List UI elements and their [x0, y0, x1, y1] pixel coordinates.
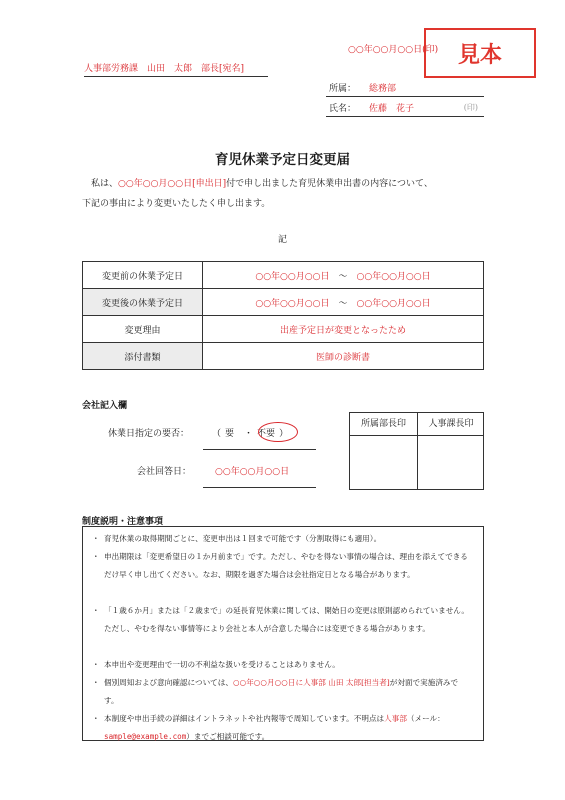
company-section-title: 会社記入欄 [82, 401, 128, 411]
approval-stamp-box [349, 412, 484, 490]
stamp-header: 所属部長印 [350, 413, 417, 436]
date-end: ○○年○○月○○日 [356, 271, 431, 282]
list-item [92, 548, 472, 584]
sample-stamp [424, 28, 536, 78]
row-label: 変更理由 [83, 316, 203, 343]
table-row [83, 343, 484, 370]
bullet: ・ [92, 678, 100, 687]
tilde: ～ [338, 271, 348, 282]
notes-section-title: 制度説明・注意事項 [82, 517, 164, 527]
list-item [92, 602, 472, 638]
note-text-post: （メール： [406, 714, 445, 723]
option-yes: 要 [225, 429, 235, 439]
note-text-pre: 本制度や申出手続の詳細はイントラネットや社内報等で周知しています。不明点は [104, 714, 385, 723]
note-text-post: が対面で実施済みです。 [104, 678, 459, 705]
statement-line-1 [82, 174, 484, 194]
row-label: 変更前の休業予定日 [83, 262, 203, 289]
list-item [92, 530, 472, 548]
date-end: ○○年○○月○○日 [356, 298, 431, 309]
list-item [92, 710, 472, 746]
request-statement [82, 174, 484, 214]
list-item [92, 674, 472, 710]
paren-open: （ [212, 429, 222, 439]
stamp-column-dept-head [350, 413, 417, 489]
row-value: 出産予定日が変更となったため [203, 316, 484, 343]
row-value: 医師の診断書 [203, 343, 484, 370]
note-text: 「１歳６か月」または「２歳まで」の延長育児休業に関しては、開始日の変更は原則認められていません。ただし、やむを得ない事情等により会社と本人が合意した場合には変更できる場合があります。 [104, 606, 469, 633]
selected-option-circle [258, 422, 298, 442]
necessity-underline [203, 449, 316, 450]
note-highlight: ○○年○○月○○日に人事部 山田 太郎[担当者] [232, 678, 390, 687]
department-value: 総務部 [369, 84, 397, 94]
table-row [83, 316, 484, 343]
table-row [83, 289, 484, 316]
note-text: 本申出や変更理由で一切の不利益な扱いを受けることはありません。 [104, 660, 340, 669]
note-text: 申出期限は「変更希望日の１か月前まで」です。ただし、やむを得ない事情の場合は、理由を添えてできるだけ早く申し出てください。なお、期限を過ぎた場合は会社指定日となる場合があります。 [104, 552, 468, 579]
change-details-table [82, 261, 484, 370]
note-highlight: 人事部 [384, 714, 407, 723]
necessity-label: 休業日指定の要否： [108, 429, 190, 439]
request-date-bracket: [申出日] [192, 179, 227, 189]
bullet: ・ [92, 534, 100, 543]
row-label: 変更後の休業予定日 [83, 289, 203, 316]
department-label: 所属： [329, 84, 357, 94]
table-row [83, 262, 484, 289]
contact-email: sample@example.com [104, 732, 187, 741]
note-text [104, 710, 472, 746]
addressee-suffix: [宛名] [219, 64, 245, 74]
row-value [203, 262, 484, 289]
reply-date-value: ○○年○○月○○日 [215, 467, 290, 477]
statement-line-2: 下記の事由により変更いたしたく申し出ます。 [82, 199, 271, 209]
option-separator: ・ [244, 429, 254, 439]
department-row [326, 80, 484, 97]
row-label: 添付書類 [83, 343, 203, 370]
statement-suffix: 付で申し出ました育児休業申出書の内容について、 [226, 179, 433, 189]
request-date: ○○年○○月○○日 [118, 179, 193, 189]
name-row [326, 100, 484, 117]
note-text-pre: 個別周知および意向確認については、 [104, 678, 233, 687]
list-item [92, 656, 472, 674]
reply-date-underline [203, 487, 316, 488]
addressee-name: 人事部労務課 山田 太郎 部長 [84, 64, 220, 74]
note-text [104, 674, 472, 710]
bullet: ・ [92, 714, 100, 723]
row-value [203, 289, 484, 316]
tilde: ～ [338, 298, 348, 309]
date-start: ○○年○○月○○日 [255, 271, 330, 282]
note-text: 育児休業の取得期間ごとに、変更申出は１回まで可能です（分割取得にも適用）。 [104, 534, 382, 543]
stamp-column-section-head [417, 413, 484, 489]
paren-close: ） [279, 429, 289, 439]
reply-date-label: 会社回答日： [137, 467, 192, 477]
note-text-end: ）までご相談可能です。 [186, 732, 270, 741]
name-label: 氏名： [329, 104, 357, 114]
sample-stamp-text: 見本 [457, 42, 502, 68]
document-title: 育児休業予定日変更届 [215, 152, 350, 168]
statement-prefix: 私は、 [91, 179, 119, 189]
bullet: ・ [92, 552, 100, 561]
stamp-header: 人事課長印 [418, 413, 484, 436]
name-value: 佐藤 花子 [369, 104, 415, 114]
seal-mark: (印) [463, 103, 478, 112]
date-start: ○○年○○月○○日 [255, 298, 330, 309]
submission-date: ○○年○○月○○日(印) [348, 45, 439, 55]
addressee [84, 61, 268, 77]
option-no: 不要 [257, 429, 276, 439]
notes-box [82, 526, 484, 741]
bullet: ・ [92, 606, 100, 615]
ki-heading: 記 [277, 235, 287, 245]
bullet: ・ [92, 660, 100, 669]
